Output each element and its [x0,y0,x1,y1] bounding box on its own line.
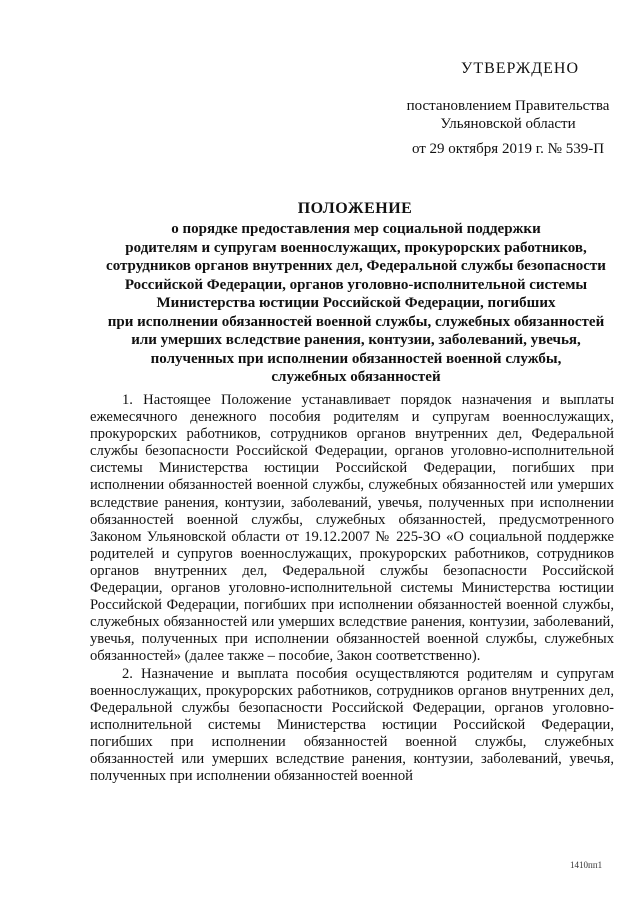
decree-line: Ульяновской области [440,116,576,132]
subtitle-line: Российской Федерации, органов уголовно-исполнительной системы [124,276,588,293]
subtitle-line: Министерства юстиции Российской Федерации, погибших [156,295,556,311]
subtitle-line: служебных обязанностей [271,369,441,385]
document-body [90,392,614,785]
page-code: 1410пп1 [570,860,603,870]
paragraph-2: 2. Назначение и выплата пособия осуществляются родителям и супругам военнослужащих, прокурорских работников, сотрудников органов внутренних дел, Федеральной службы безопасности Российской Федерации, органов уголовно-исполнительной системы Министерства юстиции Российской Федерации, погибших при исполнении обязанностей военной службы, служебных обязанностей или умерших вследствие ранения, контузии, заболеваний, увечья, полученных при исполнении обязанностей военной [90,665,614,785]
approval-stamp: УТВЕРЖДЕНО [460,60,579,77]
decree-reference [388,97,628,133]
subtitle-line: полученных при исполнении обязанностей военной службы, [150,350,562,367]
subtitle-line: или умерших вследствие ранения, контузии, заболеваний, увечья, [131,332,581,348]
subtitle-line: сотрудников органов внутренних дел, Федеральной службы безопасности [106,258,606,274]
paragraph-1: 1. Настоящее Положение устанавливает порядок назначения и выплаты ежемесячного денежного пособия родителям и супругам военнослужащих, прокурорских работников, сотрудников органов внутренних дел, Федеральной службы безопасности Российской Федерации, органов уголовно-исполнительной системы Министерства юстиции Российской Федерации, погибших при исполнении обязанностей военной службы, служебных обязанностей или умерших вследствие ранения, контузии, заболеваний, увечья, полученных при исполнении обязанностей военной службы, служебных обязанностей, предусмотренного Законом Ульяновской области от 19.12.2007 № 225-ЗО «О социальной поддержке родителей и супругов военнослужащих, прокурорских работников, сотрудников органов внутренних дел, Федеральной службы безопасности Российской Федерации, органов уголовно-исполнительной системы Министерства юстиции Российской Федерации, погибших при исполнении обязанностей военной службы, служебных обязанностей или умерших вследствие ранения, контузии, заболеваний, увечья, полученных при исполнении обязанностей военной службы, служебных обязанностей» (далее также – пособие, Закон соответственно). [90,392,614,665]
decree-line: постановлением Правительства [406,98,610,114]
document-title: ПОЛОЖЕНИЕ [297,200,413,217]
subtitle-line: родителям и супругам военнослужащих, прокурорских работников, [125,239,587,256]
subtitle-line: при исполнении обязанностей военной службы, служебных обязанностей [107,313,605,330]
document-subtitle [86,220,626,387]
decree-date-number: от 29 октября 2019 г. № 539-П [411,141,605,157]
subtitle-line: о порядке предоставления мер социальной поддержки [171,221,541,237]
